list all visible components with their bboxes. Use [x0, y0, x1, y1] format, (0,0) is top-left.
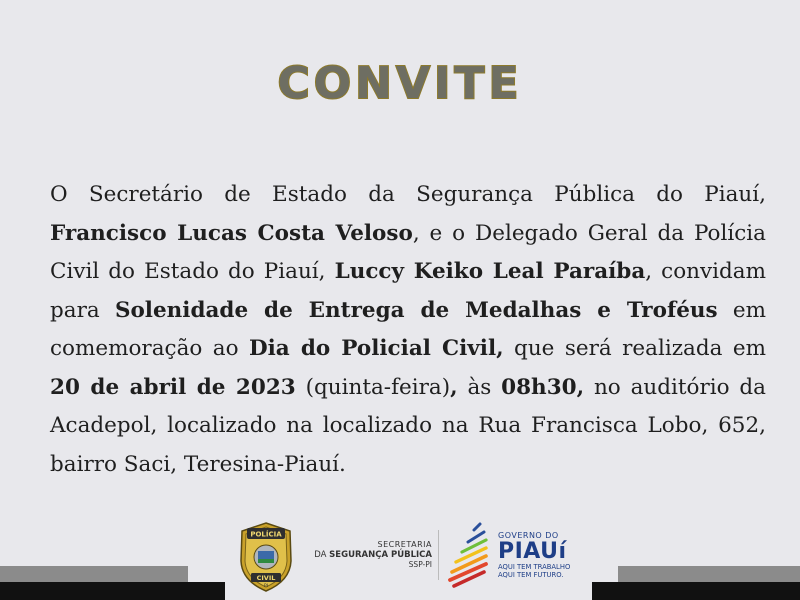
policia-civil-badge-icon — [238, 521, 294, 593]
body-text-4: em comemoração ao — [50, 297, 766, 361]
gov-slogan-2: AQUI TEM FUTURO. — [498, 571, 564, 579]
body-text-5: que será realizada em — [503, 336, 766, 361]
host-name-2: Luccy Keiko Leal Paraíba — [334, 259, 646, 284]
ssp-line-2-bold: SEGURANÇA PÚBLICA — [329, 550, 432, 560]
governo-piaui-logo-icon — [444, 520, 494, 588]
footer-bar-right-grey — [618, 566, 800, 582]
host-name-1: Francisco Lucas Costa Veloso — [50, 220, 413, 246]
gov-name: PIAUí — [498, 539, 567, 564]
footer-bar-left-grey — [0, 566, 188, 582]
body-text-2: , e o Delegado Geral da Polícia Civil do Estado do Piauí, — [50, 220, 766, 284]
ssp-line-1: SECRETARIA — [377, 540, 432, 549]
ssp-logo-text — [300, 540, 432, 570]
gov-line-1: GOVERNO DO — [498, 531, 559, 540]
footer-bar-right-black — [592, 582, 800, 600]
ssp-line-2 — [300, 550, 432, 560]
footer-logo-divider — [438, 530, 439, 580]
invitation-title: CONVITE — [277, 58, 523, 109]
event-name: Solenidade de Entrega de Medalhas e Troféus — [114, 297, 718, 323]
footer-bar-left-black — [0, 582, 225, 600]
gov-slogan-1: AQUI TEM TRABALHO — [498, 563, 571, 571]
ssp-line-3: SSP-PI — [408, 560, 432, 569]
body-text-7: às — [457, 374, 502, 400]
badge-state-text: PI — [263, 584, 269, 589]
bold-comma: , — [450, 374, 458, 400]
occasion-name: Dia do Policial Civil, — [248, 336, 504, 361]
badge-top-text: POLÍCIA — [250, 530, 282, 539]
body-text-3: , convidam para — [50, 259, 767, 323]
body-text-1: O Secretário de Estado da Segurança Pública do Piauí, — [50, 182, 766, 207]
invitation-body — [50, 176, 766, 484]
badge-bottom-text: CIVIL — [256, 574, 276, 582]
event-date: 20 de abril de 2023 — [50, 374, 296, 400]
body-text-8: no auditório da Acadepol, localizado na localizado na Rua Francisca Lobo, 652, bairro Saci, Teresina-Piauí. — [50, 374, 766, 477]
event-time: 08h30, — [501, 374, 585, 400]
governo-piaui-logo-text — [498, 531, 570, 579]
body-text-6: (quinta-feira) — [295, 374, 451, 400]
ssp-line-2-prefix: DA — [314, 550, 330, 560]
